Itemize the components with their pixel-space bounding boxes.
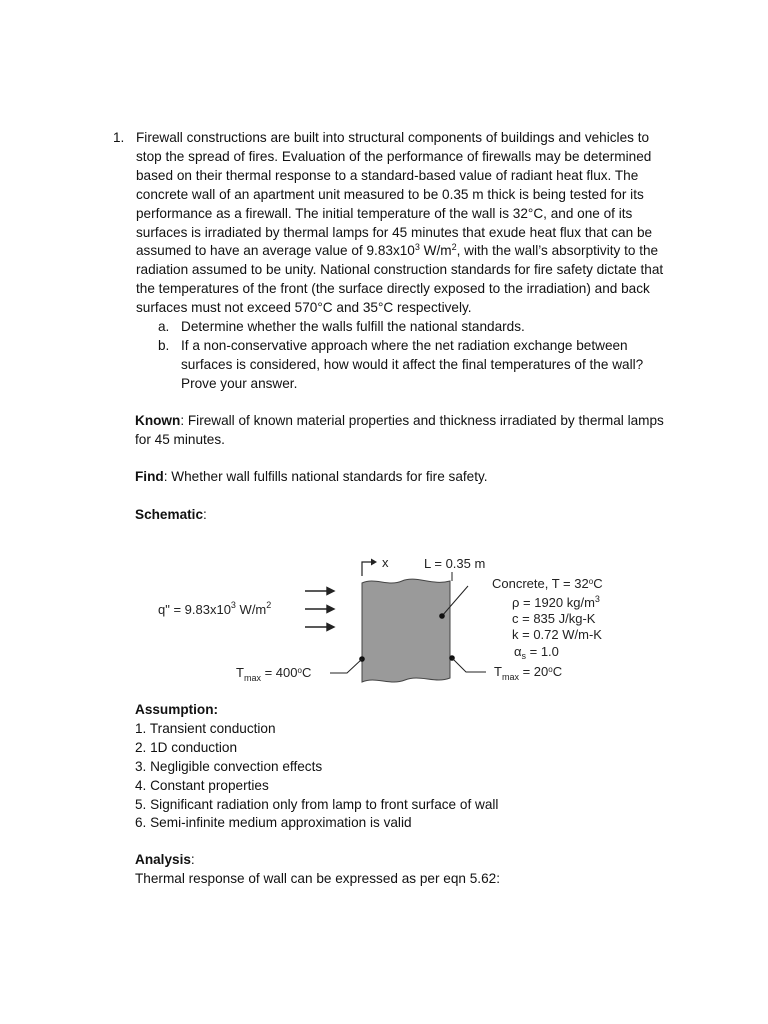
problem-part-b [158,337,673,394]
assumption-item: 2. 1D conduction [135,739,238,755]
problem-text [136,129,673,318]
specific-heat-label: c = 835 J/kg-K [512,611,596,626]
assumption-section [135,701,680,833]
problem-outro: , with the wall’s absorptivity to the radiation assumed to be unity. National construction standards for fire safety dictate that the temperatures of the front (the surface directly exposed to the irradiation) and back surfaces must not exceed 570°C and 35°C respectively. [136,243,664,316]
part-text: If a non-conservative approach where the net radiation exchange between surfaces is considered, how would it affect the final temperatures of the wall? Prove your answer. [181,337,644,391]
assumption-item: 4. Constant properties [135,777,269,793]
back-tmax-label: $T_{max} = 20^oC$ [494,664,563,682]
schematic-colon: : [203,507,207,522]
schematic-heading [135,506,680,525]
analysis-heading [135,851,680,870]
heat-flux-label: q" = $9.83x10^3$ $W/m^2$ [158,600,272,617]
schematic-diagram [150,548,630,693]
assumption-label: Assumption: [135,702,219,717]
analysis-colon: : [190,852,195,867]
find-text: : Whether wall fulfills national standards for fire safety. [163,469,488,484]
x-axis-label: x [382,555,389,570]
known-label: Known [135,413,181,428]
part-text: Determine whether the walls fulfill the national standards. [181,319,525,335]
assumption-item: 5. Significant radiation only from lamp to front surface of wall [135,796,499,812]
find-label: Find [135,469,164,484]
assumption-item: 6. Semi-infinite medium approximation is valid [135,815,412,831]
problem-statement [113,129,673,394]
absorptivity-label: $\alpha_s = 1.0$ [514,644,559,661]
known-text: : Firewall of known material properties and thickness irradiated by thermal lamps for 45 minutes. [135,413,664,447]
x-axis-arrowhead [371,559,377,566]
problem-part-a [158,318,673,337]
heat-flux-arrows [305,588,334,631]
part-label: a. [158,319,170,335]
problem-number: 1. [113,130,125,145]
analysis-section [135,851,680,889]
density-label: ρ = 1920 $kg/m^3$ [512,594,600,610]
assumption-item: 3. Negligible convection effects [135,758,323,774]
concrete-wall [362,579,450,682]
front-tmax-label: $T_{max} = 400^oC$ [236,665,312,683]
analysis-label: Analysis [135,852,191,867]
back-surface-leader [452,658,486,672]
material-label: Concrete, $T = 32^oC$ [492,576,603,591]
part-label: b. [158,337,170,353]
schematic-label: Schematic [135,507,204,522]
front-surface-leader [330,659,362,673]
assumption-item: 1. Transient conduction [135,720,276,736]
conductivity-label: k = 0.72 W/m-K [512,627,602,642]
flux-unit-exponent: 2 [451,242,457,253]
material-dot [439,613,445,619]
flux-exponent: 3 [414,242,420,253]
analysis-text: Thermal response of wall can be expressed as per eqn 5.62: [135,870,500,886]
problem-intro: Firewall constructions are built into structural components of buildings and vehicles to stop the spread of fires. Evaluation of the performance of firewalls may be determined based on their thermal response to a standard-based value of radiant heat flux. The concrete wall of an apartment unit measured to be 0.35 m thick is being tested for its performance as a firewall. The initial temperature of the wall is 32°C, and one of its surfaces is irradiated by thermal lamps for 45 minutes that exude heat flux that can be assumed to have an average value of 9.83x10 [136,130,653,259]
thickness-label: L = 0.35 m [424,556,486,571]
known-section [135,412,680,450]
find-section [135,468,680,487]
flux-unit: W/m [419,243,452,259]
